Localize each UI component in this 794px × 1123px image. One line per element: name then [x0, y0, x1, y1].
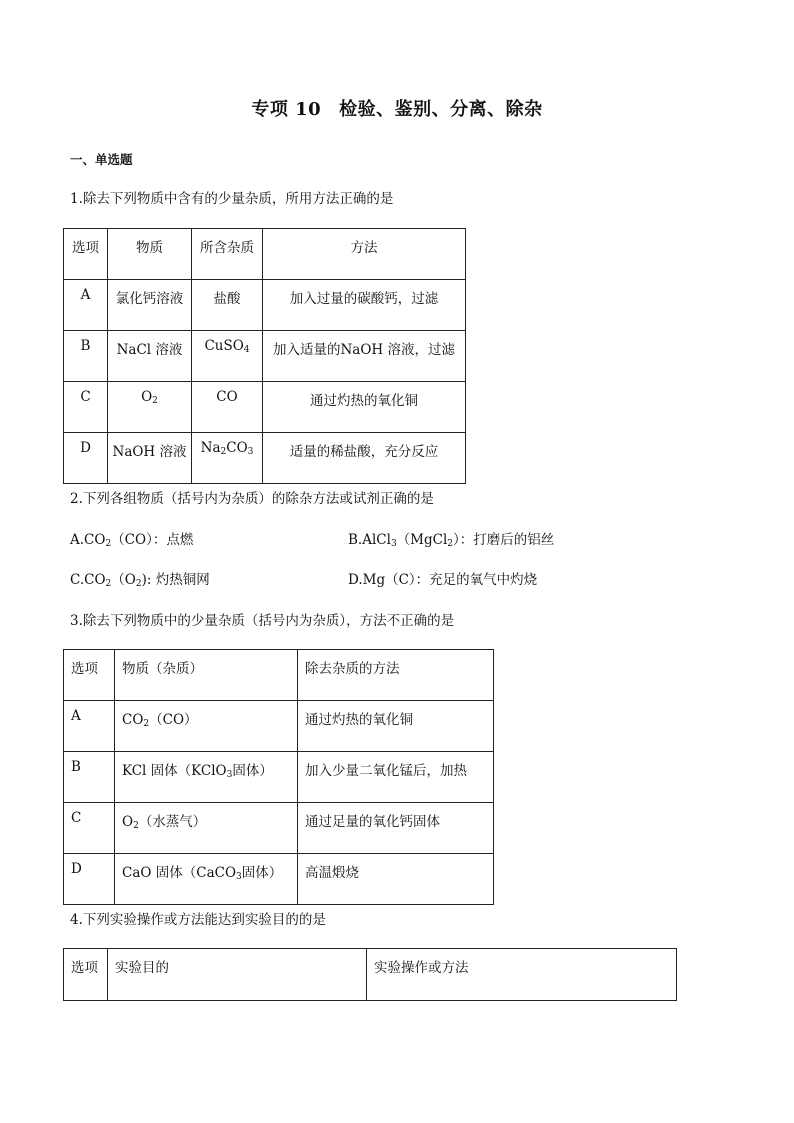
substance-cell — [115, 701, 298, 752]
option-text: （MgCl — [396, 532, 448, 548]
option-text: C.CO — [70, 572, 106, 588]
option-text: A.CO — [70, 532, 106, 548]
impurity-cell — [192, 433, 263, 484]
formula-text: （CO） — [149, 712, 198, 728]
formula-subscript: 3 — [236, 872, 242, 882]
formula-subscript: 2 — [135, 579, 142, 589]
method-cell: 通过灼热的氧化铜 — [298, 701, 494, 752]
formula-subscript: 3 — [390, 539, 397, 549]
method-cell: 高温煅烧 — [298, 854, 494, 905]
formula-text: CO — [226, 440, 248, 456]
question-1-table — [63, 228, 466, 484]
impurity-cell: CO — [192, 382, 263, 433]
question-2-option-c — [70, 568, 210, 589]
table-row — [64, 854, 494, 905]
formula-text: CaO 固体（CaCO — [122, 865, 237, 881]
formula-text: CO — [122, 712, 144, 728]
formula-subscript: 2 — [133, 821, 139, 831]
question-4-table — [63, 948, 677, 1001]
option-cell: A — [64, 701, 115, 752]
formula-subscript: 2 — [220, 447, 227, 457]
method-cell: 加入过量的碳酸钙，过滤 — [263, 280, 466, 331]
table-header-cell: 实验目的 — [108, 949, 367, 1001]
option-text: （CO）：点燃 — [111, 532, 194, 548]
option-text: ): 灼热铜网 — [141, 572, 210, 588]
formula-text: O — [122, 814, 134, 830]
formula-subscript: 3 — [226, 770, 233, 780]
question-2-stem: 2.下列各组物质（括号内为杂质）的除杂方法或试剂正确的是 — [70, 491, 434, 507]
substance-cell — [115, 803, 298, 854]
substance-cell — [108, 382, 192, 433]
option-cell: B — [64, 752, 115, 803]
option-text: ）：打磨后的铝丝 — [453, 532, 555, 548]
option-cell: B — [64, 331, 108, 382]
table-header-cell: 物质 — [108, 229, 192, 280]
question-2-option-b — [348, 528, 554, 549]
formula-subscript: 2 — [152, 396, 158, 406]
substance-cell — [115, 854, 298, 905]
table-header-cell: 选项 — [64, 650, 115, 701]
table-header-row — [64, 650, 494, 701]
option-cell: D — [64, 854, 115, 905]
table-header-cell: 实验操作或方法 — [367, 949, 677, 1001]
table-header-cell: 选项 — [64, 229, 108, 280]
option-text: B.AlCl — [348, 532, 391, 548]
table-row — [64, 433, 466, 484]
table-header-cell: 选项 — [64, 949, 108, 1001]
formula-text: CuSO — [204, 338, 244, 354]
formula-text: O — [141, 389, 153, 405]
option-text: （O — [111, 572, 136, 588]
method-cell: 适量的稀盐酸，充分反应 — [263, 433, 466, 484]
formula-subscript: 2 — [105, 539, 112, 549]
formula-text: KCl 固体（KClO — [122, 763, 227, 779]
method-cell: 通过足量的氧化钙固体 — [298, 803, 494, 854]
formula-subscript: 4 — [243, 345, 250, 355]
question-3-stem: 3.除去下列物质中的少量杂质（括号内为杂质），方法不正确的是 — [70, 613, 455, 629]
question-2-option-d: D.Mg（C）：充足的氧气中灼烧 — [348, 572, 538, 588]
formula-text: Na — [200, 440, 221, 456]
table-row — [64, 331, 466, 382]
page-title — [0, 95, 794, 121]
formula-subscript: 2 — [447, 539, 454, 549]
question-4-stem: 4.下列实验操作或方法能达到实验目的的是 — [70, 912, 326, 928]
table-header-cell: 方法 — [263, 229, 466, 280]
question-1-stem: 1.除去下列物质中含有的少量杂质，所用方法正确的是 — [70, 191, 394, 207]
table-row — [64, 752, 494, 803]
question-2-option-a — [70, 528, 193, 549]
substance-cell — [115, 752, 298, 803]
title-main: 专项 10 — [251, 99, 322, 120]
impurity-cell: 盐酸 — [192, 280, 263, 331]
method-cell: 加入少量二氧化锰后，加热 — [298, 752, 494, 803]
formula-text: 固体） — [241, 865, 283, 881]
question-3-table — [63, 649, 494, 905]
section-heading: 一、单选题 — [70, 152, 133, 167]
option-cell: C — [64, 382, 108, 433]
impurity-cell — [192, 331, 263, 382]
formula-subscript: 2 — [143, 719, 150, 729]
table-row — [64, 280, 466, 331]
formula-subscript: 2 — [105, 579, 112, 589]
title-sub: 检验、鉴别、分离、除杂 — [339, 99, 543, 120]
table-row — [64, 803, 494, 854]
table-header-cell: 物质（杂质） — [115, 650, 298, 701]
method-cell: 加入适量的NaOH 溶液，过滤 — [263, 331, 466, 382]
table-row — [64, 382, 466, 433]
method-cell: 通过灼热的氧化铜 — [263, 382, 466, 433]
substance-cell: 氯化钙溶液 — [108, 280, 192, 331]
table-header-row — [64, 949, 677, 1001]
substance-cell: NaCl 溶液 — [108, 331, 192, 382]
table-header-cell: 所含杂质 — [192, 229, 263, 280]
formula-subscript: 3 — [247, 447, 254, 457]
substance-cell: NaOH 溶液 — [108, 433, 192, 484]
option-cell: D — [64, 433, 108, 484]
formula-text: 固体） — [232, 763, 273, 779]
option-cell: C — [64, 803, 115, 854]
option-cell: A — [64, 280, 108, 331]
table-header-row — [64, 229, 466, 280]
formula-text: （水蒸气） — [138, 814, 207, 830]
table-header-cell: 除去杂质的方法 — [298, 650, 494, 701]
table-row — [64, 701, 494, 752]
